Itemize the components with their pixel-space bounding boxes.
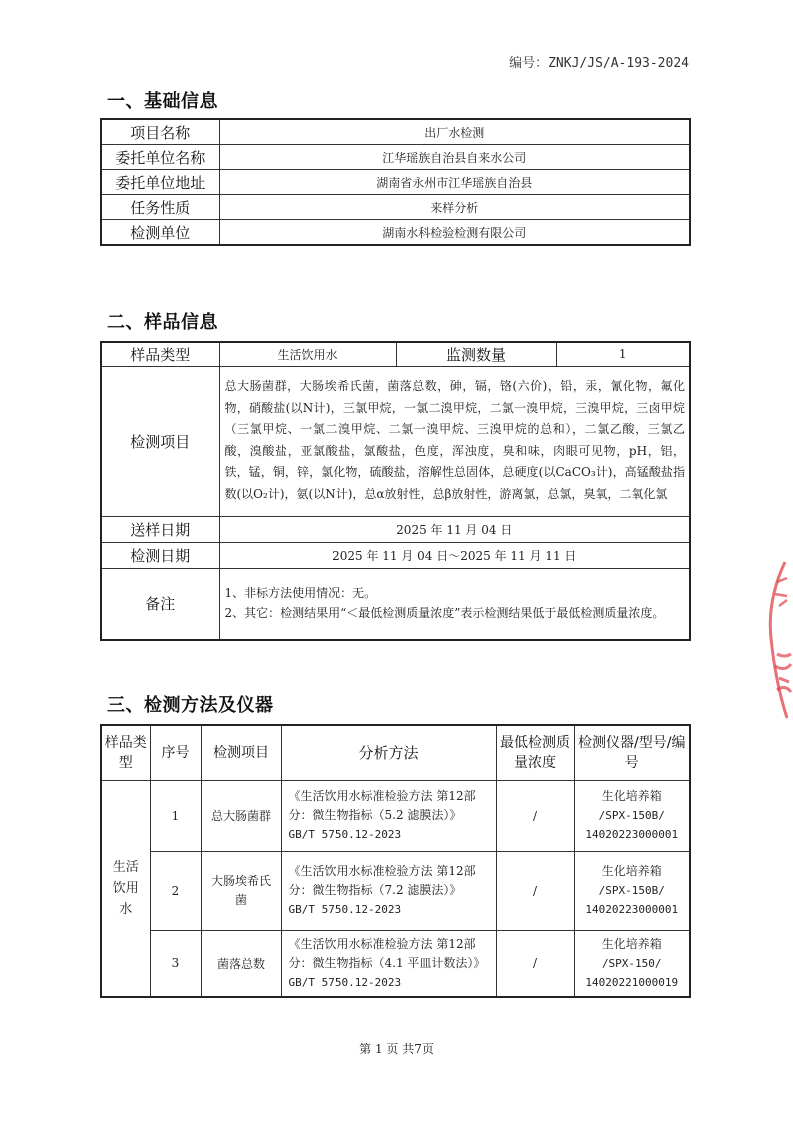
method-cell [281,780,496,851]
table-row [101,195,690,220]
header-sample-type: 样品类型 [101,725,150,780]
min-conc-cell: / [496,780,574,851]
min-conc-cell: / [496,930,574,997]
test-date-label: 检测日期 [101,542,219,568]
items-label: 检测项目 [101,366,219,516]
sample-info-table [100,341,691,641]
item-cell: 大肠埃希氏菌 [201,851,281,930]
remark-line: 2、其它：检测结果用“＜最低检测质量浓度”表示检测结果低于最低检测质量浓度。 [224,606,665,621]
table-row [101,119,690,145]
instrument-id: 14020221000019 [585,975,679,989]
items-value: 总大肠菌群，大肠埃希氏菌，菌落总数，砷，镉，铬(六价)，铅，汞，氰化物，氟化物，硝酸盐(以N计)，三氯甲烷，一氯二溴甲烷，二氯一溴甲烷，三溴甲烷，三卤甲烷（三氯甲烷、一氯二溴甲烷、二氯一溴甲烷、三溴甲烷的总和），二氯乙酸，三氯乙酸，溴酸盐，亚氯酸盐，氯酸盐，色度，浑浊度，臭和味，肉眼可见物，pH，铝，铁，锰，铜，锌，氯化物，硫酸盐，溶解性总固体，总硬度(以CaCO₃计)，高锰酸盐指数(以O₂计)，氨(以N计)，总α放射性，总β放射性，游离氯，总氯，臭氧，二氧化氯 [219,366,690,516]
table-header-row [101,725,690,780]
method-table [100,724,691,998]
table-row [101,930,690,997]
min-conc-cell: / [496,851,574,930]
method-text: 《生活饮用水标准检验方法 第12部分：微生物指标（5.2 滤膜法）》 [288,789,476,822]
send-date-label: 送样日期 [101,516,219,542]
remark-label: 备注 [101,568,219,640]
field-label: 任务性质 [101,195,219,220]
instrument-cell [574,930,690,997]
seal-edge [770,562,787,718]
send-date-value: 2025 年 11 月 04 日 [219,516,690,542]
table-row [101,145,690,170]
method-cell [281,851,496,930]
item-cell: 总大肠菌群 [201,780,281,851]
instrument-model: /SPX-150/ [601,956,662,970]
table-row [101,542,690,568]
count-label: 监测数量 [396,342,556,366]
section1-title: 一、基础信息 [107,91,218,112]
method-standard: GB/T 5750.12-2023 [288,975,402,989]
header-seq: 序号 [150,725,201,780]
instrument-cell [574,780,690,851]
remark-value [219,568,690,640]
seq-cell: 3 [150,930,201,997]
basic-info-table [100,118,691,246]
header-item: 检测项目 [201,725,281,780]
header-method: 分析方法 [281,725,496,780]
instrument-model: /SPX-150B/ [598,884,665,897]
sample-type-label: 样品类型 [101,342,219,366]
section3-title: 三、检测方法及仪器 [107,695,274,716]
table-row [101,851,690,930]
field-value: 湖南省永州市江华瑶族自治县 [219,170,690,195]
header-instrument: 检测仪器/型号/编号 [574,725,690,780]
header-min-conc: 最低检测质量浓度 [496,725,574,780]
instrument-name: 生化培养箱 [601,864,662,878]
seal-stamp-fragment [755,560,793,720]
method-standard: GB/T 5750.12-2023 [288,903,402,916]
sample-type-value: 生活饮用水 [219,342,396,366]
remark-line: 1、非标方法使用情况：无。 [224,586,377,601]
table-row [101,516,690,542]
sample-type-cell: 生活饮用水 [101,780,150,997]
item-cell: 菌落总数 [201,930,281,997]
method-text: 《生活饮用水标准检验方法 第12部分：微生物指标（7.2 滤膜法）》 [288,864,476,897]
test-date-value: 2025 年 11 月 04 日～2025 年 11 月 11 日 [219,542,690,568]
field-label: 项目名称 [101,119,219,145]
table-row [101,342,690,366]
field-label: 检测单位 [101,220,219,246]
field-value: 来样分析 [219,195,690,220]
field-label: 委托单位名称 [101,145,219,170]
table-row [101,568,690,640]
instrument-id: 14020223000001 [585,828,679,841]
section2-title: 二、样品信息 [107,312,218,333]
instrument-id: 14020223000001 [585,903,679,916]
table-row [101,780,690,851]
instrument-name: 生化培养箱 [601,936,662,951]
table-row [101,220,690,246]
method-cell [281,930,496,997]
seq-cell: 1 [150,780,201,851]
method-text: 《生活饮用水标准检验方法 第12部分：微生物指标（4.1 平皿计数法）》 [288,936,486,970]
count-value: 1 [556,342,690,366]
instrument-model: /SPX-150B/ [598,809,665,822]
field-label: 委托单位地址 [101,170,219,195]
field-value: 出厂水检测 [219,119,690,145]
seq-cell: 2 [150,851,201,930]
table-row [101,366,690,516]
field-value: 江华瑶族自治县自来水公司 [219,145,690,170]
table-row [101,170,690,195]
instrument-name: 生化培养箱 [601,789,662,803]
field-value: 湖南水科检验检测有限公司 [219,220,690,246]
instrument-cell [574,851,690,930]
method-standard: GB/T 5750.12-2023 [288,828,402,841]
page-footer: 第 1 页 共7页 [359,1042,434,1056]
document-number: 编号：ZNKJ/JS/A-193-2024 [509,56,689,71]
